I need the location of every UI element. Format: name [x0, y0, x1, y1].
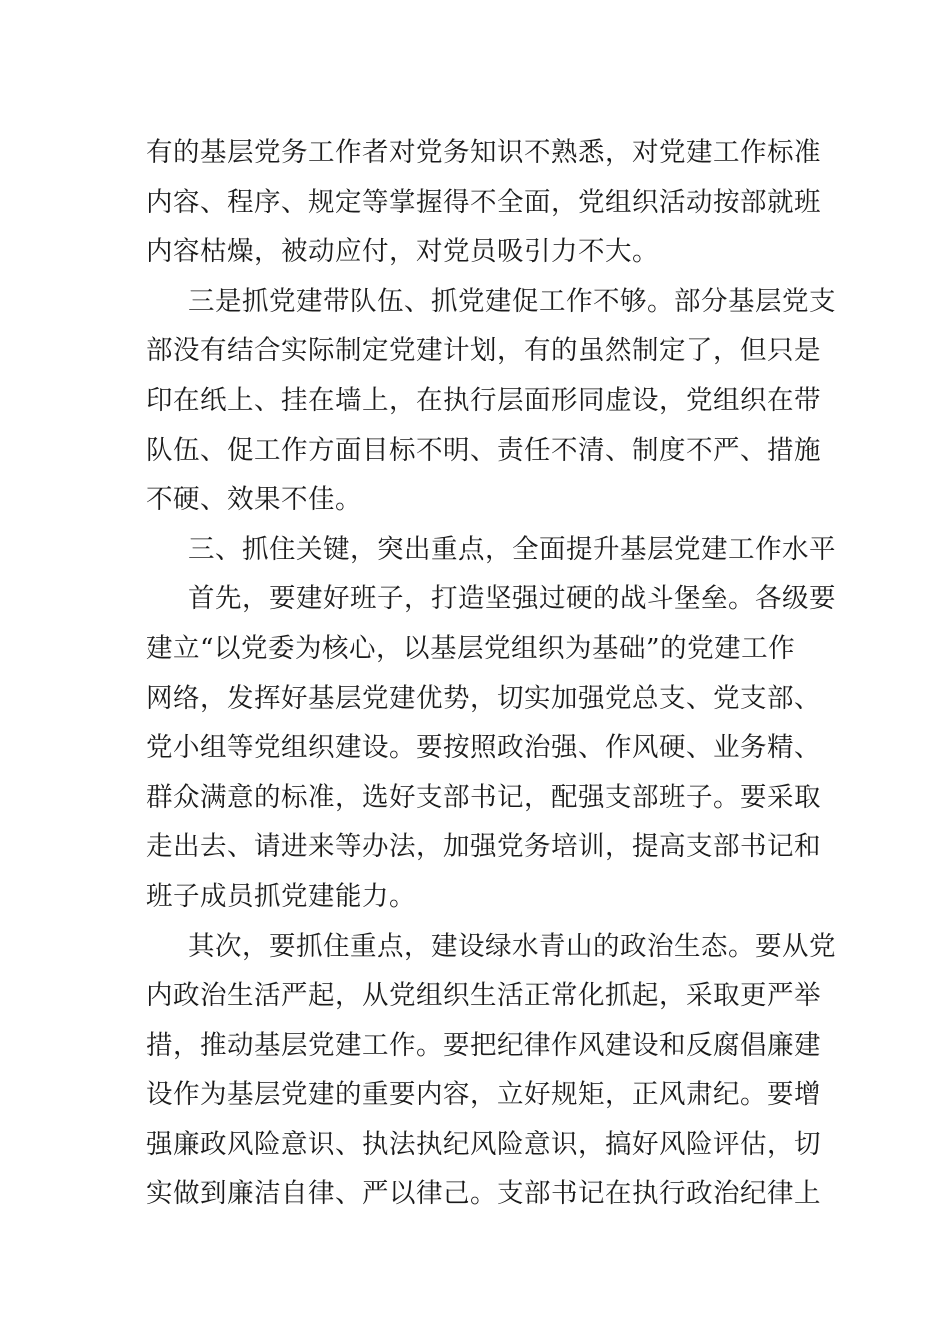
text-line: 内容枯燥，被动应付，对党员吸引力不大。 [146, 236, 659, 268]
text-line: 措，推动基层党建工作。要把纪律作风建设和反腐倡廉建 [146, 1029, 821, 1061]
text-line: 内容、程序、规定等掌握得不全面，党组织活动按部就班 [146, 186, 821, 218]
text-line: 设作为基层党建的重要内容，立好规矩，正风肃纪。要增 [146, 1079, 821, 1111]
text-line: 走出去、请进来等办法，加强党务培训，提高支部书记和 [146, 831, 821, 863]
text-line: 群众满意的标准，选好支部书记，配强支部班子。要采取 [146, 781, 821, 813]
text-line: 印在纸上、挂在墙上，在执行层面形同虚设，党组织在带 [146, 384, 821, 416]
section-heading: 三、抓住关键，突出重点，全面提升基层党建工作水平 [188, 533, 836, 565]
paragraph-start-line: 三是抓党建带队伍、抓党建促工作不够。部分基层党支 [188, 285, 836, 317]
text-line: 网络，发挥好基层党建优势，切实加强党总支、党支部、 [146, 682, 821, 714]
text-line: 有的基层党务工作者对党务知识不熟悉，对党建工作标准 [146, 137, 821, 168]
text-line: 队伍、促工作方面目标不明、责任不清、制度不严、措施 [146, 434, 821, 466]
paragraph-start-line: 首先，要建好班子，打造坚强过硬的战斗堡垒。各级要 [188, 583, 836, 615]
text-line: 内政治生活严起，从党组织生活正常化抓起，采取更严举 [146, 980, 821, 1012]
text-line: 班子成员抓党建能力。 [146, 880, 416, 912]
text-line: 建立“以党委为核心，以基层党组织为基础”的党建工作 [146, 632, 796, 664]
text-line: 部没有结合实际制定党建计划，有的虽然制定了，但只是 [146, 335, 821, 367]
text-line: 实做到廉洁自律、严以律己。支部书记在执行政治纪律上 [146, 1178, 821, 1210]
text-line: 党小组等党组织建设。要按照政治强、作风硬、业务精、 [146, 732, 821, 764]
paragraph-start-line: 其次，要抓住重点，建设绿水青山的政治生态。要从党 [188, 930, 836, 962]
text-line: 不硬、效果不佳。 [146, 484, 362, 516]
text-line: 强廉政风险意识、执法执纪风险意识，搞好风险评估，切 [146, 1128, 821, 1160]
body-text [146, 128, 836, 1219]
